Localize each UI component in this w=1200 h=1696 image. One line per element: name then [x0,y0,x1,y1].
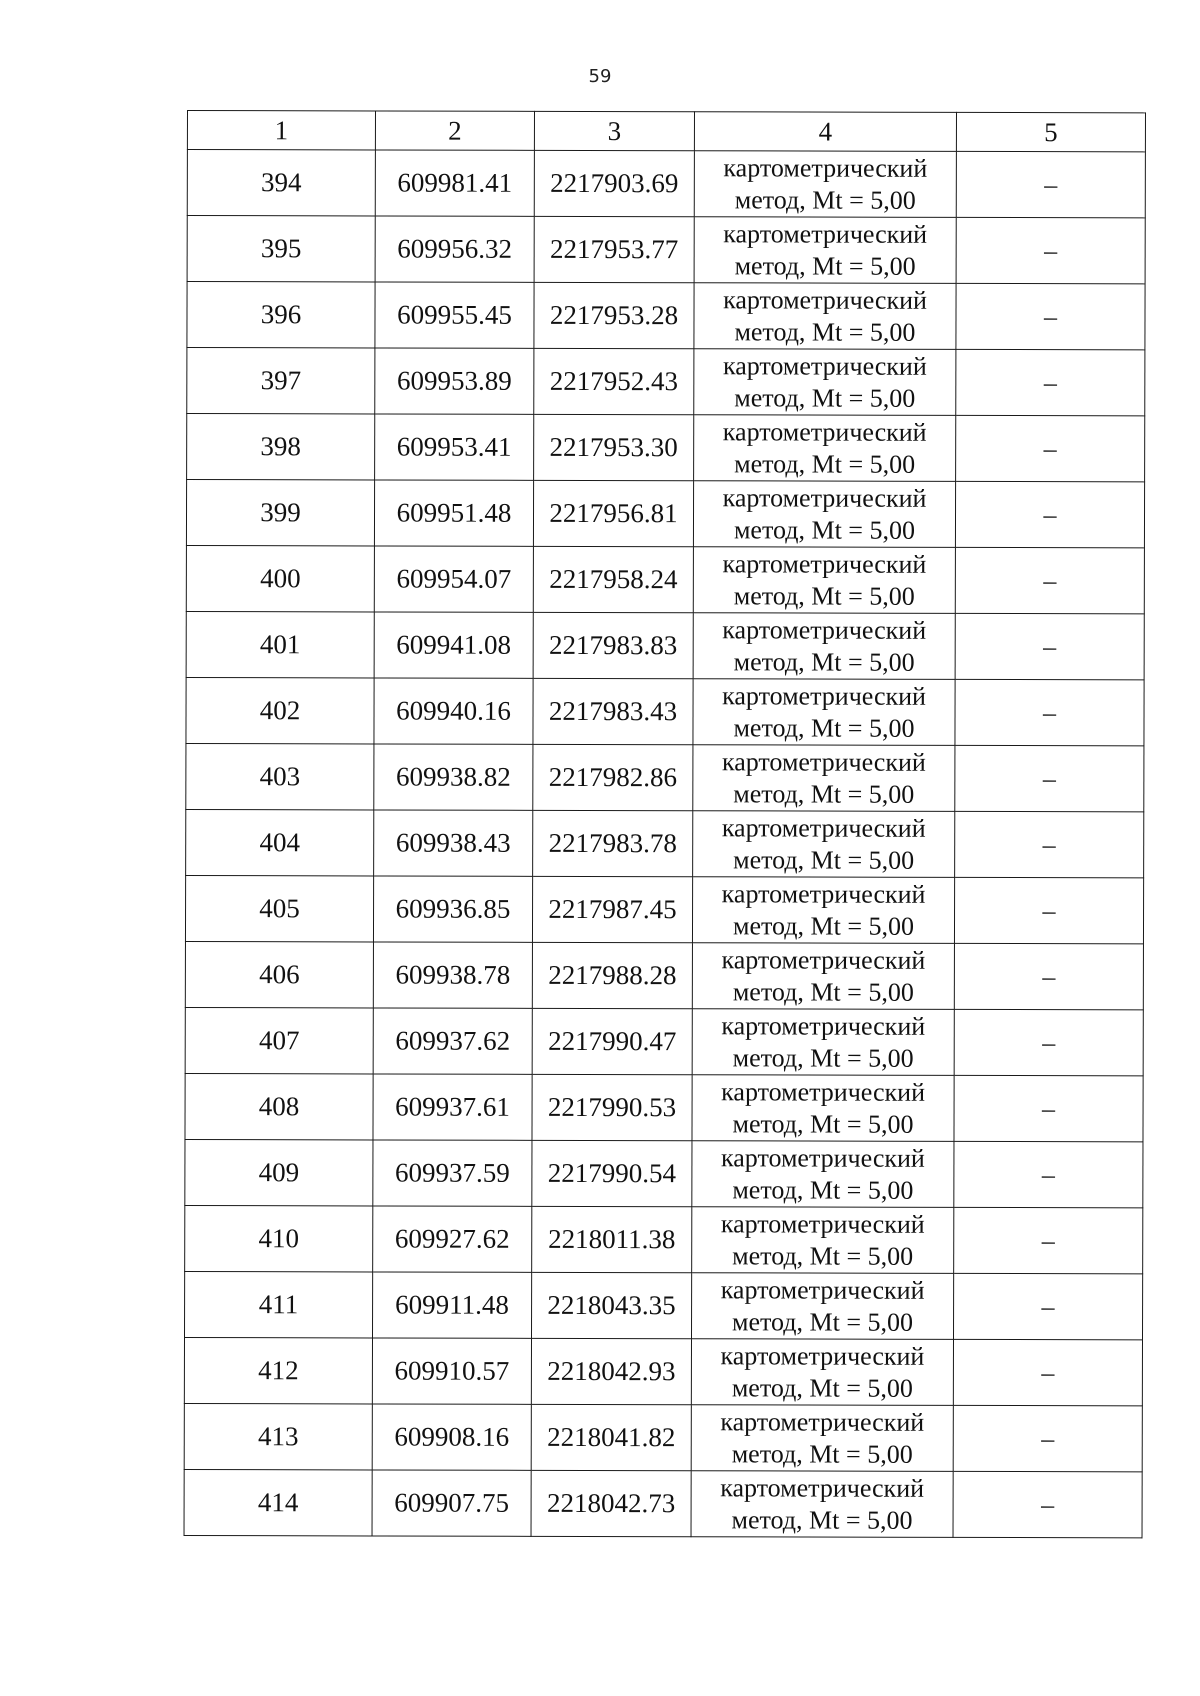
note-cell: – [956,349,1145,415]
method-line-1: картометрический [720,1406,925,1437]
method-line-1: картометрический [720,1208,925,1239]
x-coordinate-cell: 609908.16 [372,1404,531,1470]
method-cell [694,283,956,350]
method-line-2: метод, Mt = 5,00 [734,448,916,479]
y-coordinate-cell: 2217988.28 [532,942,692,1008]
y-coordinate-cell: 2218043.35 [531,1272,691,1338]
method-cell [691,1273,953,1340]
method-line-1: картометрический [723,152,928,183]
method-line-1: картометрический [722,350,927,381]
note-cell: – [953,1405,1142,1471]
note-cell: – [956,283,1145,349]
method-line-2: метод, Mt = 5,00 [732,1042,914,1073]
note-cell: – [956,151,1145,217]
method-line-1: картометрический [721,1142,925,1173]
table-row [185,1205,1143,1273]
note-cell: – [954,943,1143,1009]
method-cell [694,151,956,218]
table-row [186,545,1144,613]
note-cell: – [956,217,1145,283]
note-cell: – [955,811,1144,877]
method-line-2: метод, Mt = 5,00 [733,712,915,743]
table-row [184,1469,1142,1537]
method-cell [692,877,954,944]
y-coordinate-cell: 2217903.69 [534,150,694,216]
method-cell [691,1471,953,1538]
method-line-1: картометрический [722,548,927,579]
y-coordinate-cell: 2217953.30 [534,414,694,480]
x-coordinate-cell: 609956.32 [375,216,534,282]
x-coordinate-cell: 609953.89 [375,348,534,414]
method-line-1: картометрический [721,944,926,975]
y-coordinate-cell: 2218011.38 [532,1206,692,1272]
point-number-cell: 410 [185,1205,373,1271]
method-cell [693,481,955,548]
point-number-cell: 395 [187,216,375,282]
x-coordinate-cell: 609951.48 [374,480,533,546]
x-coordinate-cell: 609936.85 [373,876,532,942]
x-coordinate-cell: 609927.62 [373,1206,532,1272]
note-cell: – [954,1141,1143,1207]
header-cell-3: 3 [534,111,694,150]
table-row [185,941,1143,1009]
method-line-2: метод, Mt = 5,00 [733,514,916,545]
method-line-1: картометрический [722,680,927,711]
header-cell-4: 4 [694,112,956,152]
method-line-2: метод, Mt = 5,00 [732,1306,914,1337]
method-line-2: метод, Mt = 5,00 [734,316,916,347]
point-number-cell: 407 [185,1007,373,1073]
note-cell: – [955,679,1144,745]
x-coordinate-cell: 609981.41 [375,150,534,216]
table-row [187,282,1145,350]
method-cell [694,349,956,416]
table-row [185,1007,1143,1075]
table-row [185,1073,1143,1141]
method-line-1: картометрический [720,1274,925,1305]
y-coordinate-cell: 2217983.43 [533,678,693,744]
y-coordinate-cell: 2217958.24 [533,546,693,612]
x-coordinate-cell: 609937.61 [373,1074,532,1140]
method-cell [691,1405,953,1472]
method-cell [693,547,955,614]
method-cell [693,679,955,746]
point-number-cell: 406 [185,941,373,1007]
point-number-cell: 398 [187,414,375,480]
note-cell: – [953,1471,1142,1537]
y-coordinate-cell: 2217983.78 [533,810,693,876]
x-coordinate-cell: 609911.48 [373,1272,532,1338]
point-number-cell: 414 [184,1469,372,1535]
note-cell: – [953,1339,1142,1405]
note-cell: – [954,877,1143,943]
table-row [187,414,1145,482]
note-cell: – [955,613,1144,679]
table-row [185,875,1143,943]
method-line-2: метод, Mt = 5,00 [734,250,916,281]
x-coordinate-cell: 609937.59 [373,1140,532,1206]
point-number-cell: 409 [185,1139,373,1205]
y-coordinate-cell: 2217953.77 [534,216,694,282]
x-coordinate-cell: 609954.07 [374,546,533,612]
y-coordinate-cell: 2218042.73 [531,1470,691,1536]
table-row [186,809,1144,877]
table-row [186,677,1144,745]
point-number-cell: 413 [184,1403,372,1469]
y-coordinate-cell: 2217990.47 [532,1008,692,1074]
method-line-2: метод, Mt = 5,00 [733,844,915,875]
table-row [185,1139,1143,1207]
method-line-2: метод, Mt = 5,00 [732,910,915,941]
note-cell: – [954,1009,1143,1075]
x-coordinate-cell: 609940.16 [374,678,533,744]
method-line-1: картометрический [720,1340,925,1371]
y-coordinate-cell: 2217952.43 [534,348,694,414]
table-row [186,743,1144,811]
y-coordinate-cell: 2217956.81 [533,480,693,546]
point-number-cell: 405 [185,875,373,941]
table-row [186,611,1144,679]
table-row [187,348,1145,416]
method-line-1: картометрический [723,284,927,315]
header-cell-1: 1 [187,111,375,150]
table-body [184,150,1145,1538]
y-coordinate-cell: 2218041.82 [531,1404,691,1470]
point-number-cell: 411 [185,1271,373,1337]
x-coordinate-cell: 609953.41 [375,414,534,480]
method-line-1: картометрический [722,416,927,447]
method-line-1: картометрический [721,812,926,843]
y-coordinate-cell: 2217987.45 [532,876,692,942]
point-number-cell: 404 [186,809,374,875]
method-cell [692,1009,954,1076]
method-cell [694,217,956,284]
method-line-1: картометрический [721,878,926,909]
method-cell [691,1339,953,1406]
y-coordinate-cell: 2217953.28 [534,282,694,348]
point-number-cell: 396 [187,282,375,348]
method-cell [692,943,954,1010]
note-cell: – [955,745,1144,811]
table-row [187,150,1145,218]
method-line-2: метод, Mt = 5,00 [732,1108,914,1139]
header-row [187,111,1145,152]
method-line-2: метод, Mt = 5,00 [732,976,914,1007]
x-coordinate-cell: 609938.43 [374,810,533,876]
note-cell: – [954,1207,1143,1273]
x-coordinate-cell: 609955.45 [375,282,534,348]
point-number-cell: 397 [187,348,375,414]
method-line-2: метод, Mt = 5,00 [732,1174,914,1205]
coordinates-table [184,110,1146,1538]
y-coordinate-cell: 2217990.54 [532,1140,692,1206]
point-number-cell: 400 [186,545,374,611]
note-cell: – [956,415,1145,481]
point-number-cell: 399 [186,480,374,546]
table-row [187,216,1145,284]
method-line-2: метод, Mt = 5,00 [731,1438,913,1469]
coordinates-table-container [184,110,1145,1538]
point-number-cell: 412 [184,1337,372,1403]
method-cell [693,613,955,680]
point-number-cell: 401 [186,611,374,677]
method-cell [692,1141,954,1208]
note-cell: – [953,1273,1142,1339]
x-coordinate-cell: 609938.82 [374,744,533,810]
x-coordinate-cell: 609938.78 [373,942,532,1008]
method-line-1: картометрический [723,218,928,249]
method-line-2: метод, Mt = 5,00 [733,580,915,611]
table-row [184,1337,1142,1405]
table-row [185,1271,1143,1339]
point-number-cell: 403 [186,743,374,809]
method-line-2: метод, Mt = 5,00 [731,1372,913,1403]
table-row [186,480,1144,548]
table-row [184,1403,1142,1471]
method-cell [692,1207,954,1274]
header-cell-5: 5 [956,112,1145,151]
method-line-1: картометрический [722,614,927,645]
point-number-cell: 402 [186,677,374,743]
method-line-1: картометрический [721,746,926,777]
method-line-1: картометрический [720,1472,925,1503]
page-number: 59 [588,66,612,87]
method-cell [692,1075,954,1142]
method-line-2: метод, Mt = 5,00 [733,646,915,677]
method-line-2: метод, Mt = 5,00 [734,184,916,215]
y-coordinate-cell: 2217990.53 [532,1074,692,1140]
y-coordinate-cell: 2217982.86 [533,744,693,810]
point-number-cell: 394 [187,150,375,216]
note-cell: – [955,547,1144,613]
x-coordinate-cell: 609937.62 [373,1008,532,1074]
method-cell [694,415,956,482]
x-coordinate-cell: 609941.08 [374,612,533,678]
method-line-2: метод, Mt = 5,00 [733,778,915,809]
header-cell-2: 2 [375,111,534,150]
method-line-2: метод, Mt = 5,00 [732,1240,914,1271]
x-coordinate-cell: 609907.75 [372,1470,531,1536]
method-line-1: картометрический [722,482,927,513]
method-line-1: картометрический [721,1076,926,1107]
method-cell [693,811,955,878]
note-cell: – [955,481,1144,547]
note-cell: – [954,1075,1143,1141]
point-number-cell: 408 [185,1073,373,1139]
method-cell [693,745,955,812]
y-coordinate-cell: 2217983.83 [533,612,693,678]
method-line-2: метод, Mt = 5,00 [734,382,916,413]
x-coordinate-cell: 609910.57 [372,1338,531,1404]
y-coordinate-cell: 2218042.93 [531,1338,691,1404]
method-line-1: картометрический [721,1010,926,1041]
method-line-2: метод, Mt = 5,00 [731,1504,913,1535]
table-header [187,111,1145,152]
